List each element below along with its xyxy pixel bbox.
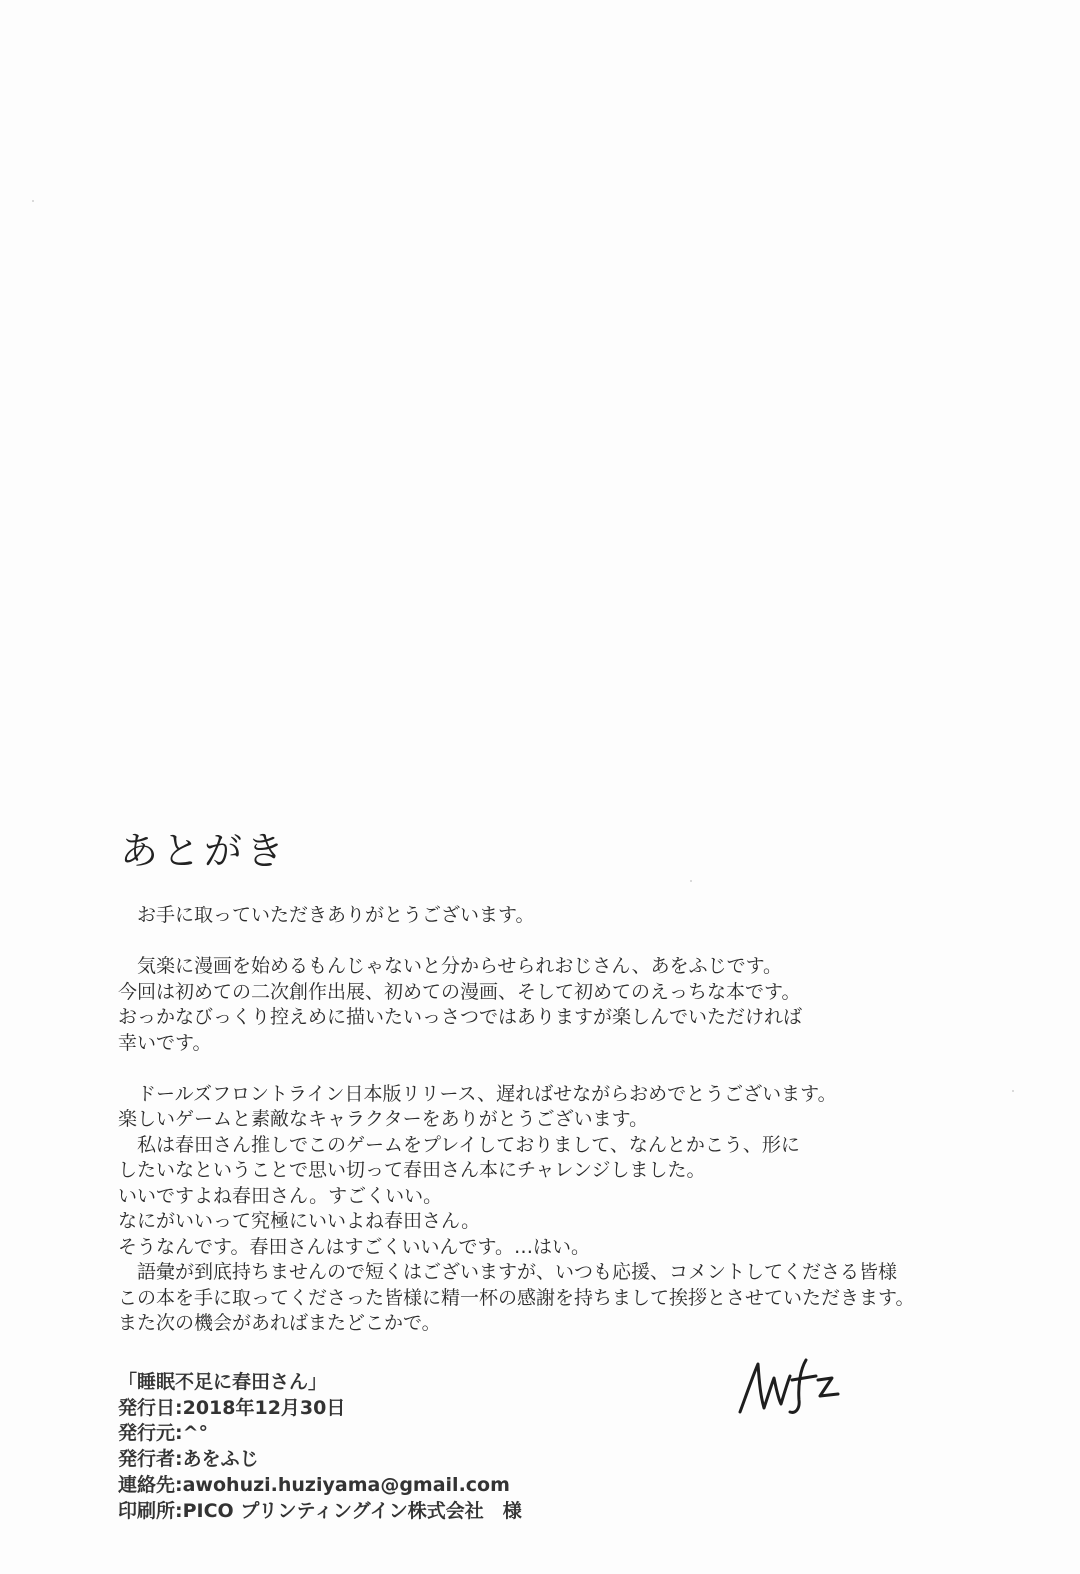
colophon-value: あをふじ [182,1448,259,1471]
text-line: 幸いです。 [118,1031,212,1054]
afterword-title: あとがき [120,829,289,873]
colophon-key: 発行者: [118,1448,183,1471]
text-line: ドールズフロントライン日本版リリース、遅ればせながらおめでとうございます。 [118,1082,837,1105]
paper-speck [1012,1090,1014,1092]
colophon-key: 連絡先: [118,1473,183,1496]
text-line: また次の機会があればまたどこかで。 [118,1312,441,1334]
colophon-row-publish-date [118,1396,522,1422]
paragraph-thanks [118,1082,938,1337]
colophon [118,1370,522,1524]
afterword-body [118,903,938,1362]
text-line: この本を手に取ってくださった皆様に精一杯の感謝を持ちまして挨拶とさせていただきます。 [118,1286,915,1309]
colophon-row-issuer [118,1447,522,1473]
text-line: なにがいいって究極にいいよね春田さん。 [118,1210,481,1232]
book-title: 「睡眠不足に春田さん」 [118,1371,328,1393]
text-line: 私は春田さん推しでこのゲームをプレイしておりまして、なんとかこう、形に [118,1133,800,1156]
text-line: お手に取っていただきありがとうございます。 [118,904,535,926]
text-line: おっかなびっくり控えめに描いたいっさつではありますが楽しんでいただければ [118,1006,803,1028]
colophon-key: 印刷所: [118,1499,183,1522]
colophon-value: 2018年12月30日 [182,1396,346,1419]
paragraph-greeting [118,903,938,929]
paper-speck [690,880,692,882]
colophon-row-publisher [118,1421,522,1447]
text-line: いいですよね春田さん。すごくいい。 [118,1184,443,1207]
text-line: 楽しいゲームと素敵なキャラクターをありがとうございます。 [118,1108,649,1130]
paragraph-introduction [118,954,938,1056]
colophon-row-contact [118,1473,522,1499]
colophon-row-printer [118,1499,522,1525]
handwritten-signature-icon [736,1356,846,1416]
text-line: 今回は初めての二次創作出展、初めての漫画、そして初めてのえっちな本です。 [118,980,801,1003]
colophon-key: 発行日: [118,1396,183,1419]
text-line: 気楽に漫画を始めるもんじゃないと分からせられおじさん、あをふじです。 [118,955,783,977]
text-line: 語彙が到底持ちませんので短くはございますが、いつも応援、コメントしてくださる皆様 [118,1261,898,1283]
colophon-value: PICO プリンティングイン株式会社 様 [182,1499,522,1522]
paper-speck [32,200,34,202]
text-line: そうなんです。春田さんはすごくいいんです。…はい。 [118,1235,590,1258]
text-line: したいなということで思い切って春田さん本にチャレンジしました。 [118,1159,706,1181]
colophon-value: ^° [182,1422,209,1445]
colophon-value: awohuzi.huziyama@gmail.com [182,1473,510,1496]
colophon-key: 発行元: [118,1422,183,1445]
